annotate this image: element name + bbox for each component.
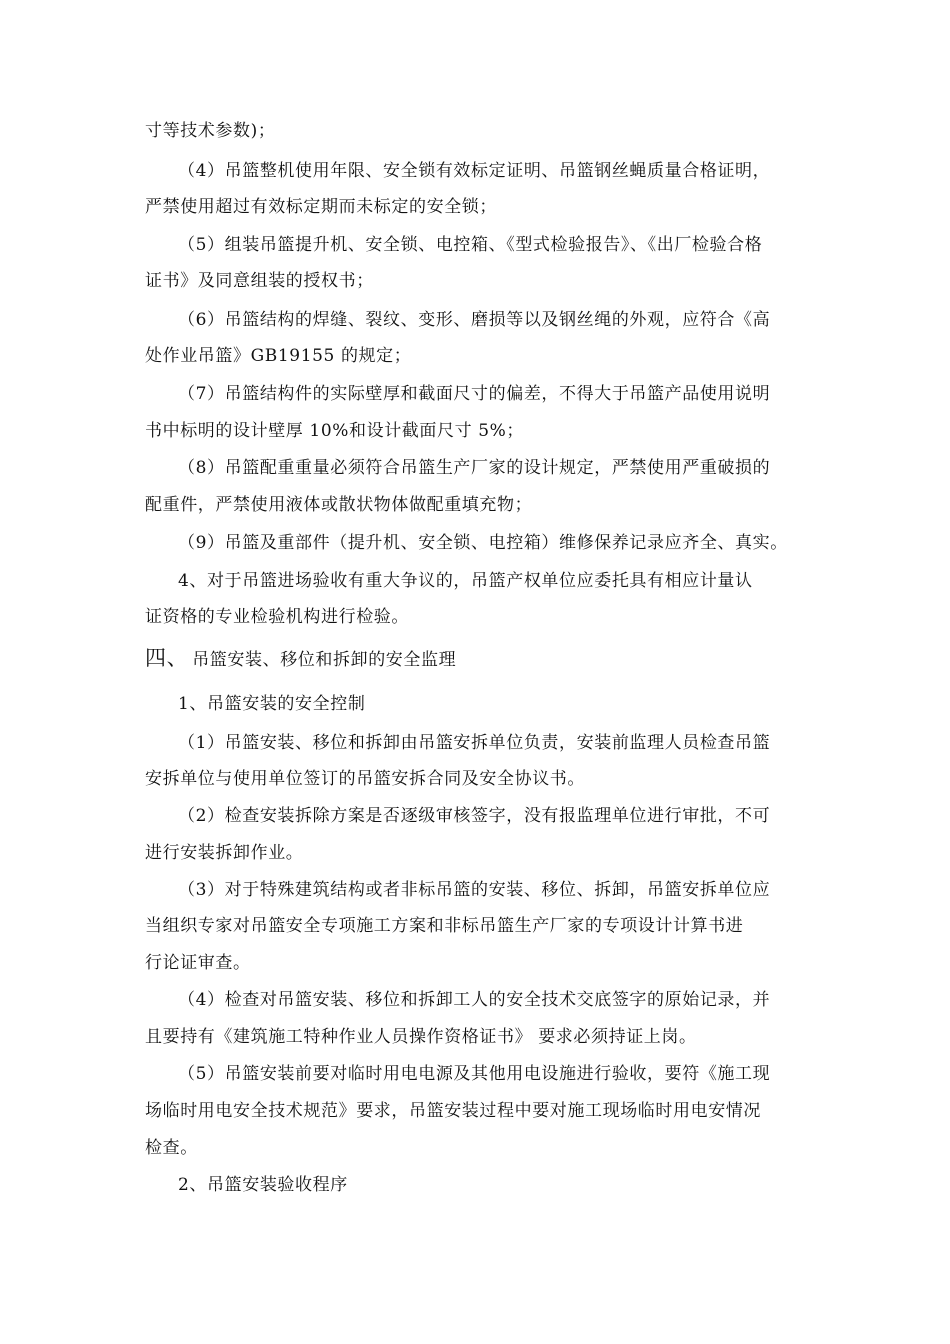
point-4-line-1: 4、对于吊篮进场验收有重大争议的，吊篮产权单位应委托具有相应计量认 <box>178 571 753 591</box>
item-6-line-1: （6）吊篮结构的焊缝、裂纹、变形、磨损等以及钢丝绳的外观，应符合《高 <box>178 310 771 330</box>
section-heading <box>145 648 950 670</box>
sub-item-3-line-3: 行论证审查。 <box>145 953 251 973</box>
item-7-line-1: （7）吊篮结构件的实际壁厚和截面尺寸的偏差，不得大于吊篮产品使用说明 <box>178 384 771 404</box>
subsection-2-title: 2、吊篮安装验收程序 <box>178 1175 348 1195</box>
text-line: 寸等技术参数)； <box>145 121 276 141</box>
sub-item-3-line-2: 当组织专家对吊篮安全专项施工方案和非标吊篮生产厂家的专项设计计算书进 <box>145 916 744 936</box>
item-4-line-2: 严禁使用超过有效标定期而未标定的安全锁； <box>145 197 497 217</box>
sub-item-2-line-1: （2）检查安装拆除方案是否逐级审核签字，没有报监理单位进行审批，不可 <box>178 806 771 826</box>
sub-item-4-line-1: （4）检查对吊篮安装、移位和拆卸工人的安全技术交底签字的原始记录，并 <box>178 990 771 1010</box>
sub-item-1-line-1: （1）吊篮安装、移位和拆卸由吊篮安拆单位负责，安装前监理人员检查吊篮 <box>178 733 771 753</box>
sub-item-3-line-1: （3）对于特殊建筑结构或者非标吊篮的安装、移位、拆卸，吊篮安拆单位应 <box>178 880 771 900</box>
sub-item-2-line-2: 进行安装拆卸作业。 <box>145 843 304 863</box>
sub-item-5-line-1: （5）吊篮安装前要对临时用电电源及其他用电设施进行验收，要符《施工现 <box>178 1064 771 1084</box>
item-8-line-1: （8）吊篮配重重量必须符合吊篮生产厂家的设计规定，严禁使用严重破损的 <box>178 458 771 478</box>
section-number: 四、 <box>145 646 189 670</box>
subsection-1-title: 1、吊篮安装的安全控制 <box>178 694 366 714</box>
section-title: 吊篮安装、移位和拆卸的安全监理 <box>192 650 457 670</box>
item-4-line-1: （4）吊篮整机使用年限、安全锁有效标定证明、吊篮钢丝蝇质量合格证明， <box>178 161 771 181</box>
sub-item-4-line-2: 且要持有《建筑施工特种作业人员操作资格证书》 要求必须持证上岗。 <box>145 1027 697 1047</box>
sub-item-1-line-2: 安拆单位与使用单位签订的吊篮安拆合同及安全协议书。 <box>145 769 585 789</box>
item-9-line-1: （9）吊篮及重部件（提升机、安全锁、电控箱）维修保养记录应齐全、真实。 <box>178 533 788 553</box>
sub-item-5-line-2: 场临时用电安全技术规范》要求，吊篮安装过程中要对施工现场临时用电安情况 <box>145 1101 761 1121</box>
item-5-line-2: 证书》及同意组装的授权书； <box>145 271 374 291</box>
item-5-line-1: （5）组装吊篮提升机、安全锁、电控箱、《型式检验报告》、《出厂检验合格 <box>178 235 763 255</box>
item-8-line-2: 配重件，严禁使用液体或散状物体做配重填充物； <box>145 495 533 515</box>
item-6-line-2: 处作业吊篮》GB19155 的规定； <box>145 346 412 366</box>
sub-item-5-line-3: 检查。 <box>145 1138 198 1158</box>
point-4-line-2: 证资格的专业检验机构进行检验。 <box>145 607 409 627</box>
item-7-line-2: 书中标明的设计壁厚 10%和设计截面尺寸 5%； <box>145 421 524 441</box>
